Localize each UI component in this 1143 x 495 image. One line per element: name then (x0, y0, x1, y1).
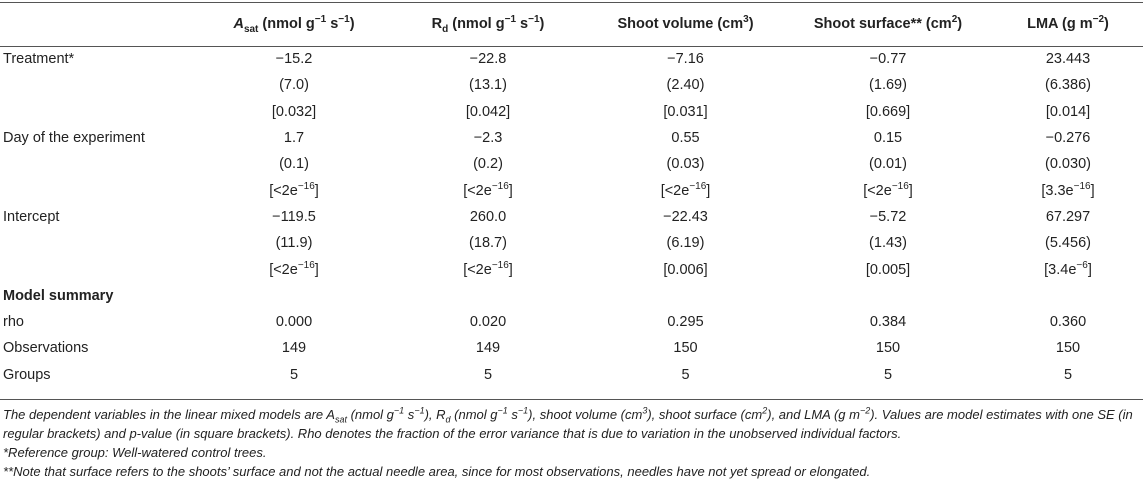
table-cell: 0.384 (869, 314, 907, 331)
table-header-row (0, 2, 1143, 46)
table-cell: 5 (681, 366, 690, 383)
table-cell: [0.032] (271, 103, 317, 120)
table-cell: (7.0) (279, 77, 309, 94)
table-row (0, 362, 1143, 388)
table-cell: −0.77 (869, 51, 907, 68)
table-footnotes (3, 405, 1141, 481)
mixed-model-table (0, 2, 1143, 388)
table-bottom-rule (0, 399, 1143, 400)
table-cell: 150 (673, 340, 698, 357)
table-row (0, 204, 1143, 230)
table-cell: $[<2e^{-16}]$ (660, 180, 711, 199)
table-cell: (6.386) (1045, 77, 1091, 94)
table-row (0, 125, 1143, 151)
header-asat: $A_{sat}$ (nmol $g^{-1}$ $s^{-1}$) (233, 14, 355, 35)
model-summary-heading: Model summary (3, 287, 114, 304)
table-row (0, 256, 1143, 282)
table-cell: −22.43 (663, 208, 708, 225)
row-label-day: Day of the experiment (3, 130, 145, 147)
table-cell: 5 (1063, 366, 1073, 383)
header-rd: $R_d$ (nmol $g^{-1}$ $s^{-1}$) (431, 14, 545, 35)
table-cell: 149 (475, 340, 501, 357)
table-cell: $[<2e^{-16}]$ (269, 180, 319, 199)
table-row (0, 230, 1143, 256)
table-cell: −119.5 (272, 208, 316, 225)
table-cell: (2.40) (666, 77, 705, 94)
table-cell: 0.000 (275, 314, 313, 331)
row-label-rho: rho (3, 314, 24, 331)
table-cell: $[<2e^{-16}]$ (269, 259, 319, 278)
table-row (0, 46, 1143, 72)
table-cell: (6.19) (666, 235, 705, 252)
table-row (0, 72, 1143, 98)
table-cell: −0.276 (1045, 130, 1091, 147)
table-cell: (0.01) (869, 156, 907, 173)
table-cell: [0.031] (663, 103, 708, 120)
footnote-surface: **Note that surface refers to the shoots’ surface and not the actual needle area, since for most observations, needles have not yet spread or elongated. (3, 464, 871, 479)
table-cell: −22.8 (469, 51, 507, 68)
table-cell: (0.1) (279, 156, 309, 173)
table-cell: −15.2 (275, 51, 313, 68)
table-cell: (5.456) (1045, 235, 1091, 252)
table-cell: (0.03) (666, 156, 705, 173)
table-cell: −2.3 (473, 130, 503, 147)
table-cell: −7.16 (667, 51, 704, 68)
row-label-intercept: Intercept (3, 208, 60, 225)
table-cell: −5.72 (869, 208, 907, 225)
table-cell: 150 (1055, 340, 1081, 357)
header-shoot-surface: Shoot surface** $(cm^2)$ (813, 14, 963, 32)
table-cell: 1.7 (283, 130, 305, 147)
table-cell: 149 (281, 340, 307, 357)
table-cell: 67.297 (1045, 208, 1091, 225)
table-cell: 0.020 (469, 314, 507, 331)
table-row (0, 335, 1143, 361)
footnote-reference-group: *Reference group: Well-watered control trees. (3, 445, 267, 460)
table-row (0, 151, 1143, 177)
table-cell: (1.43) (869, 235, 907, 252)
row-label-groups: Groups (3, 366, 51, 383)
table-cell: [0.006] (663, 261, 708, 278)
table-cell: 0.360 (1049, 314, 1087, 331)
table-cell: $[3.4e^{-6}]$ (1044, 259, 1092, 278)
table-cell: $[<2e^{-16}]$ (863, 180, 913, 199)
table-cell: [0.042] (465, 103, 511, 120)
table-row (0, 283, 1143, 309)
table-cell: [0.669] (865, 103, 911, 120)
table-cell: 260.0 (469, 208, 507, 225)
row-label-observations: Observations (3, 340, 89, 357)
table-cell: (1.69) (869, 77, 907, 94)
table-cell: (0.030) (1045, 156, 1091, 173)
table-cell: 0.295 (667, 314, 704, 331)
table-cell: (18.7) (469, 235, 507, 252)
header-blank (0, 2, 200, 46)
table-cell: [0.005] (865, 261, 911, 278)
table-cell: [0.014] (1045, 103, 1091, 120)
table-cell: 150 (875, 340, 901, 357)
table-cell: 0.55 (671, 130, 700, 147)
table-cell: 5 (483, 366, 493, 383)
table-cell: 23.443 (1045, 51, 1091, 68)
table-cell: 5 (883, 366, 893, 383)
row-label-treatment: Treatment* (3, 51, 75, 68)
table-cell: $[<2e^{-16}]$ (463, 259, 513, 278)
table-cell: (0.2) (473, 156, 503, 173)
table-cell: $[<2e^{-16}]$ (463, 180, 513, 199)
table-cell: (13.1) (469, 77, 507, 94)
header-shoot-volume: Shoot volume $(cm^3)$ (617, 14, 754, 32)
table-row (0, 309, 1143, 335)
table-cell: 5 (289, 366, 299, 383)
table-cell: 0.15 (873, 130, 903, 147)
header-lma: LMA (g $m^{-2}$) (1027, 14, 1109, 32)
table-row (0, 177, 1143, 203)
table-cell: (11.9) (275, 235, 313, 252)
footnote-description: The dependent variables in the linear mixed models are $A_{sat}$ (nmol $g^{-1}$ $s^{-1}$), $R_d$ (nmol $g^{-1}$ $s^{-1}$), shoot volume $(cm^3)$, shoot surface $(cm^2)$, and LMA (g $m^{-2}$). Values are model estimates with one SE (in regular brackets) and p-value (in square brackets). Rho denotes the fraction of the error variance that is due to variation in the unobserved individual factors. (3, 405, 1133, 441)
table-cell: $[3.3e^{-16}]$ (1041, 180, 1095, 199)
table-row (0, 99, 1143, 125)
